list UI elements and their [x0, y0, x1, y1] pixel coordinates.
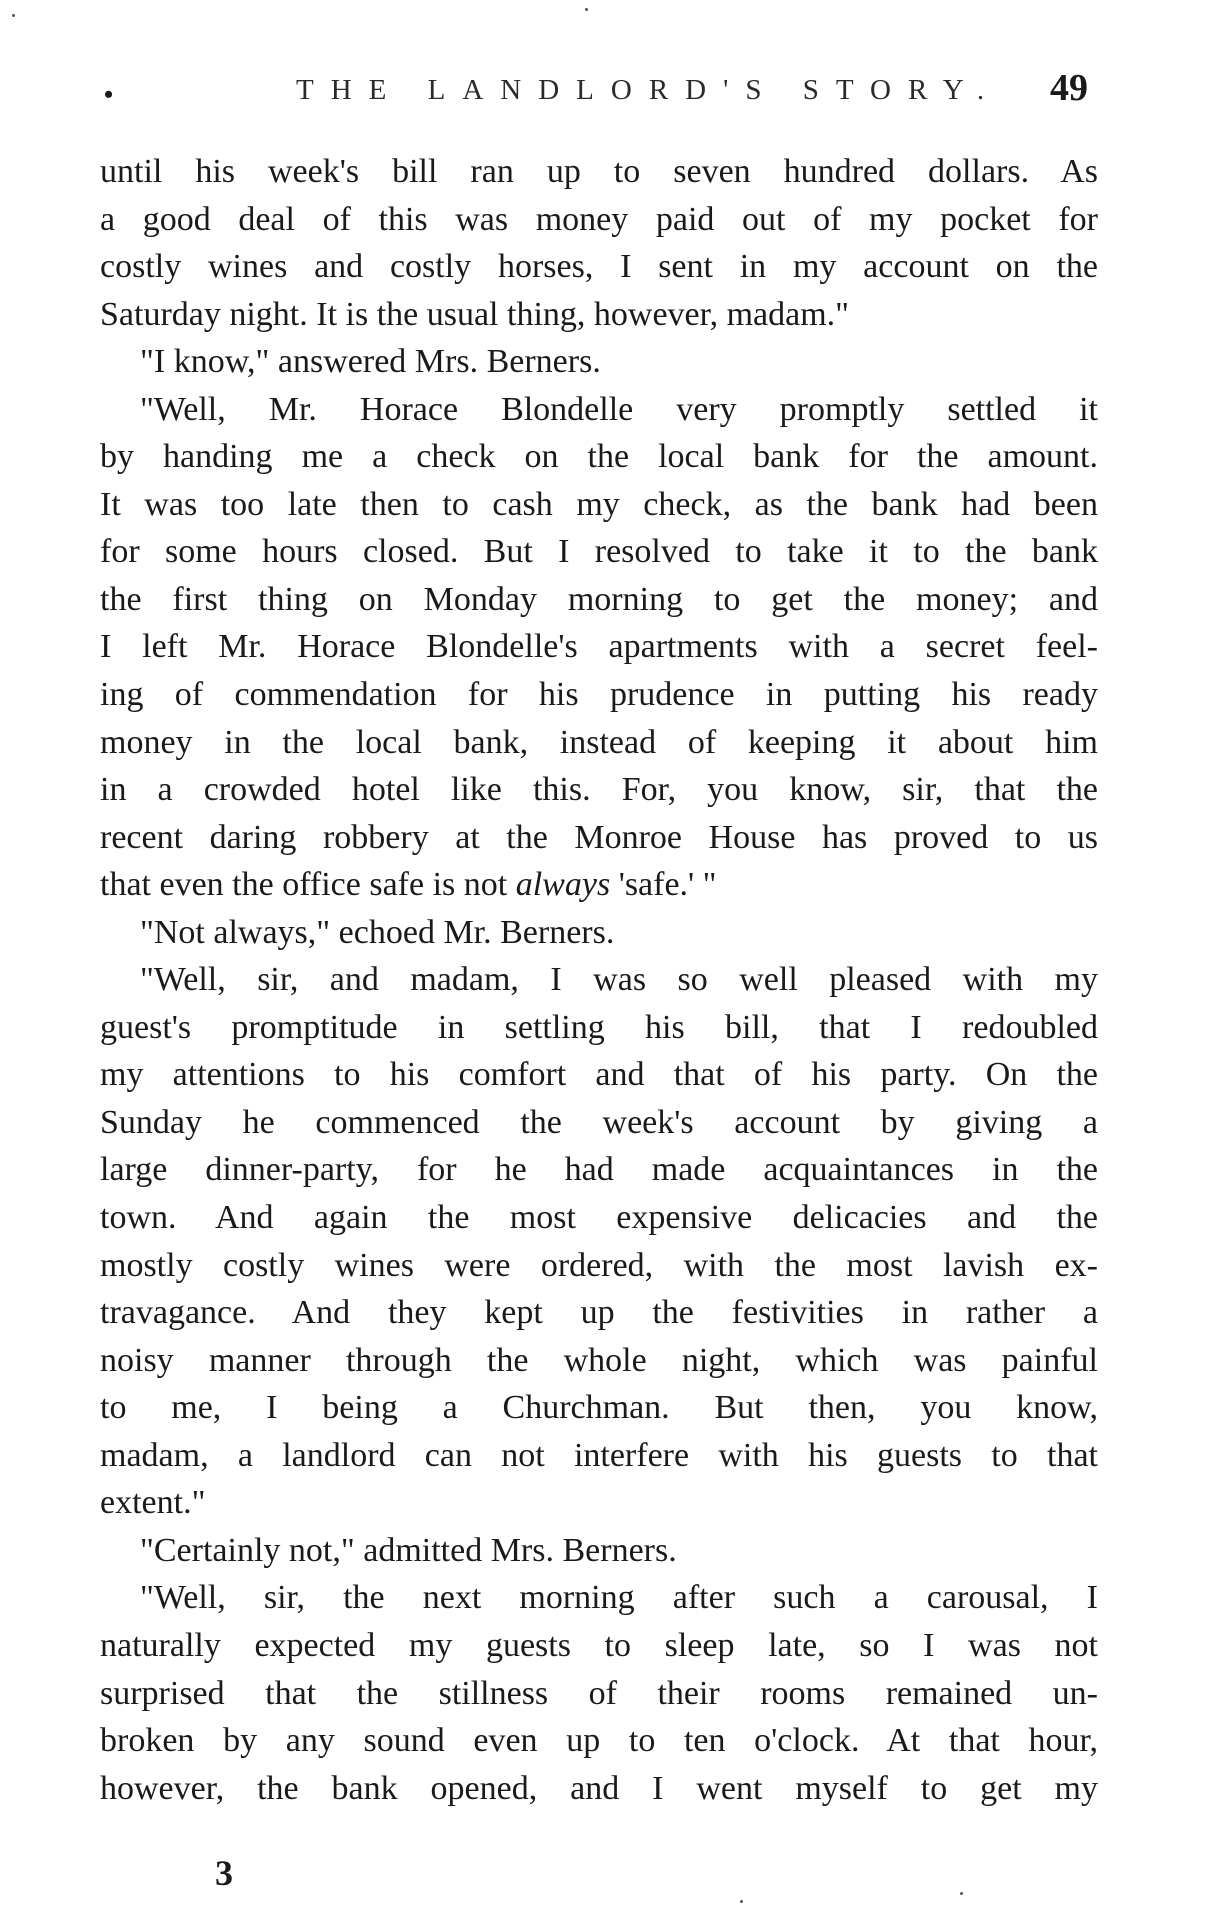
text-line: for some hours closed. But I resolved to take it to the bank [100, 533, 1098, 571]
signature-mark: 3 [215, 1853, 233, 1893]
text-line: a good deal of this was money paid out of my pocket for [100, 200, 1098, 238]
text-line: large dinner-party, for he had made acquaintances in the [100, 1151, 1098, 1189]
text-fragment: 'safe.' " [610, 866, 717, 904]
running-title: THE LANDLORD'S STORY. [296, 74, 1002, 106]
header-dot: • [104, 80, 114, 109]
text-line: I left Mr. Horace Blondelle's apartments with a secret feel- [100, 628, 1098, 666]
text-line: however, the bank opened, and I went myself to get my [100, 1769, 1098, 1807]
text-line: money in the local bank, instead of keeping it about him [100, 723, 1098, 761]
text-line: my attentions to his comfort and that of his party. On the [100, 1056, 1098, 1094]
text-line: It was too late then to cash my check, as the bank had been [100, 485, 1098, 523]
text-line: "I know," answered Mrs. Berners. [140, 343, 601, 381]
text-line: by handing me a check on the local bank for the amount. [100, 438, 1098, 476]
text-line: Saturday night. It is the usual thing, however, madam." [100, 295, 850, 333]
text-line: in a crowded hotel like this. For, you know, sir, that the [100, 771, 1098, 809]
text-line: Sunday he commenced the week's account by giving a [100, 1103, 1098, 1141]
italic-word: always [515, 866, 611, 904]
text-line: travagance. And they kept up the festivities in rather a [100, 1294, 1098, 1332]
paper-speck [585, 8, 588, 11]
paper-speck [740, 1900, 743, 1903]
text-line: costly wines and costly horses, I sent in my account on the [100, 248, 1098, 286]
text-line: "Certainly not," admitted Mrs. Berners. [140, 1531, 677, 1569]
text-line: "Well, Mr. Horace Blondelle very promptly settled it [140, 390, 1098, 428]
text-line: surprised that the stillness of their rooms remained un- [100, 1674, 1098, 1712]
text-line: the first thing on Monday morning to get the money; and [100, 580, 1098, 618]
text-line: town. And again the most expensive delicacies and the [100, 1199, 1098, 1237]
text-line [100, 861, 1098, 909]
text-line: "Well, sir, and madam, I was so well pleased with my [140, 961, 1098, 999]
text-line: "Not always," echoed Mr. Berners. [140, 913, 615, 951]
paper-speck [12, 14, 15, 17]
text-line: mostly costly wines were ordered, with the most lavish ex- [100, 1246, 1098, 1284]
text-line: extent." [100, 1484, 206, 1522]
text-line: recent daring robbery at the Monroe House has proved to us [100, 818, 1098, 856]
text-line: to me, I being a Churchman. But then, you know, [100, 1389, 1098, 1427]
page-header [96, 64, 1096, 116]
body-text [100, 148, 1098, 1812]
text-line: "Well, sir, the next morning after such a carousal, I [140, 1579, 1098, 1617]
text-line: until his week's bill ran up to seven hundred dollars. As [100, 153, 1098, 190]
text-line: broken by any sound even up to ten o'clock. At that hour, [100, 1722, 1098, 1760]
text-line: ing of commendation for his prudence in putting his ready [100, 676, 1098, 714]
text-line: naturally expected my guests to sleep late, so I was not [100, 1626, 1098, 1664]
page-number: 49 [1050, 67, 1088, 109]
text-fragment: that even the office safe is not [100, 866, 508, 904]
text-line: noisy manner through the whole night, which was painful [100, 1341, 1098, 1379]
text-line: madam, a landlord can not interfere with his guests to that [100, 1436, 1098, 1474]
paper-speck [960, 1892, 963, 1895]
text-line: guest's promptitude in settling his bill, that I redoubled [100, 1008, 1098, 1046]
